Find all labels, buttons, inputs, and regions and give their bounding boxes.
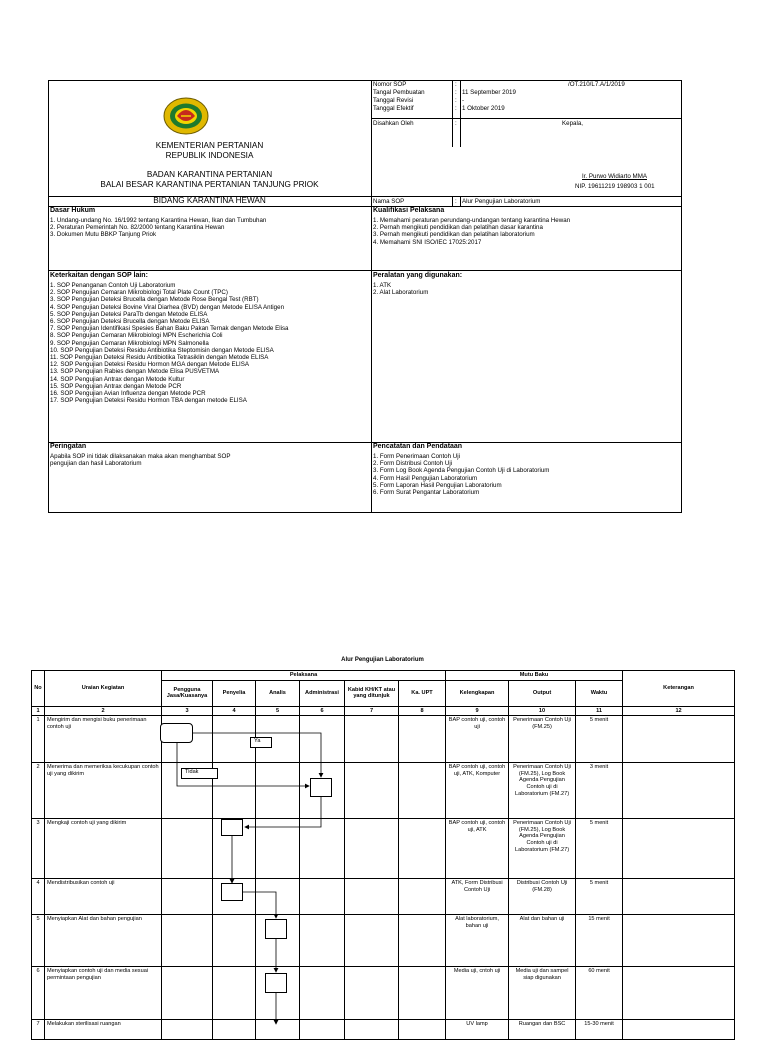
header-pelaksana: Pelaksana (162, 671, 446, 681)
header-kabid: Kabid KH/KT atau yang ditunjuk (345, 680, 399, 706)
dasar-hukum-item: 2. Peraturan Pemerintah No. 82/2000 tentang Karantina Hewan (50, 224, 225, 232)
keterkaitan-item: 1. SOP Penanganan Contoh Uji Laboratorium (50, 282, 176, 289)
label-tidak: Tidak (181, 768, 218, 779)
colon: : (455, 105, 457, 112)
row-uraian: Menyiapkan contoh uji dan media sesuai permintaan pengujian (45, 967, 162, 1020)
header-analis: Analis (256, 680, 300, 706)
lane-kaupt (399, 763, 446, 819)
row-uraian: Menerima dan memeriksa kecukupan contoh uji yang dikirim (45, 763, 162, 819)
row-waktu: 5 menit (576, 879, 623, 915)
header-uraian: Uraian Kegiatan (45, 671, 162, 707)
pencatatan-item: 1. Form Penerimaan Contoh Uji (373, 453, 461, 460)
keterkaitan-item: 17. SOP Pengujian Deteksi Residu Hormon TBA dengan metode ELISA (50, 397, 247, 405)
kualifikasi-list (373, 217, 570, 246)
row-output: Ruangan dan BSC (509, 1020, 576, 1040)
lane-penyelia (213, 819, 256, 879)
lane-kabid (345, 819, 399, 879)
column-number: 2 (45, 706, 162, 716)
lane-analis (256, 1020, 300, 1040)
row-kelengkapan: BAP contoh uji, contoh uji, ATK, Komputer (446, 763, 509, 819)
column-number-row (32, 706, 735, 716)
meta-kepala: Kepala, (562, 120, 583, 127)
row-kelengkapan: BAP contoh uji, contoh uji (446, 716, 509, 763)
row-keterangan (623, 915, 735, 967)
header-output: Output (509, 680, 576, 706)
column-number: 10 (509, 706, 576, 716)
lane-kabid (345, 915, 399, 967)
row-kelengkapan: Media uji, cntoh uji (446, 967, 509, 1020)
lane-analis (256, 915, 300, 967)
dasar-hukum-item: 3. Dokumen Mutu BBKP Tanjung Priok (50, 231, 157, 239)
row-output: Penerimaan Contoh Uji (FM.25), Log Book Agenda Pengujian Contoh uji di Laboratorium (FM.27) (509, 763, 576, 819)
meta-nomor-label: Nomor SOP (373, 81, 407, 88)
row-waktu: 15-30 menit (576, 1020, 623, 1040)
meta-pembuatan-label: Tangal Pembuatan (373, 89, 425, 96)
lane-penyelia (213, 763, 256, 819)
ministry-logo-icon (163, 96, 209, 136)
lane-kabid (345, 1020, 399, 1040)
table-row (32, 915, 735, 967)
row-kelengkapan: BAP contoh uji, contoh uji, ATK (446, 819, 509, 879)
label-ya: Ya (250, 737, 272, 748)
keterkaitan-item: 2. SOP Pengujian Cemaran Mikrobiologi Total Plate Count (TPC) (50, 289, 228, 297)
lane-kaupt (399, 967, 446, 1020)
lane-analis (256, 819, 300, 879)
row-kelengkapan: Alat laboratorium, bahan uji (446, 915, 509, 967)
column-number: 11 (576, 706, 623, 716)
lane-kaupt (399, 879, 446, 915)
keterkaitan-item: 6. SOP Pengujian Deteksi Brucella dengan Metode ELISA (50, 318, 210, 326)
row-keterangan (623, 716, 735, 763)
peringatan-line: Apabila SOP ini tidak dilaksanakan maka akan menghambat SOP (50, 453, 231, 460)
row-number: 6 (32, 967, 45, 1020)
pencatatan-item: 4. Form Hasil Pengujian Laboratorium (373, 474, 478, 482)
meta-nomor-value: /OT.210/L7.A/1/2019 (568, 81, 625, 88)
pencatatan-item: 2. Form Distribusi Contoh Uji (373, 460, 453, 468)
column-number: 6 (300, 706, 345, 716)
row-output: Penerimaan Contoh Uji (FM.25), Log Book Agenda Pengujian Contoh uji di Laboratorium (FM.27) (509, 819, 576, 879)
lane-analis (256, 967, 300, 1020)
row-waktu: 5 menit (576, 819, 623, 879)
meta-efektif-value: 1 Oktober 2019 (462, 105, 505, 112)
keterkaitan-item: 9. SOP Pengujian Cemaran Mikrobiologi MPN Salmonella (50, 339, 209, 347)
lane-kaupt (399, 915, 446, 967)
table-row (32, 967, 735, 1020)
keterkaitan-item: 3. SOP Pengujian Deteksi Brucella dengan Metode Rose Bengal Test (RBT) (50, 296, 259, 304)
header-kelengkapan: Kelengkapan (446, 680, 509, 706)
column-number: 5 (256, 706, 300, 716)
lane-administrasi (300, 879, 345, 915)
lane-administrasi (300, 716, 345, 763)
row-number: 3 (32, 819, 45, 879)
header-no: No (32, 671, 45, 707)
keterkaitan-item: 11. SOP Pengujian Deteksi Residu Antibiotika Tetrasiklin dengan Metode ELISA (50, 354, 269, 362)
column-number: 8 (399, 706, 446, 716)
meta-nama-sop-value: Alur Pengujian Laboratorium (462, 198, 541, 205)
lane-kaupt (399, 716, 446, 763)
column-number: 4 (213, 706, 256, 716)
lane-kaupt (399, 819, 446, 879)
lane-penyelia (213, 967, 256, 1020)
lane-administrasi (300, 967, 345, 1020)
keterkaitan-list (50, 282, 289, 404)
keterkaitan-item: 5. SOP Pengujian Deteksi ParaTb dengan Metode ELISA (50, 310, 208, 318)
lane-analis (256, 716, 300, 763)
lane-administrasi (300, 819, 345, 879)
meta-efektif-label: Tanggal Efektif (373, 105, 414, 112)
pencatatan-item: 6. Form Surat Pengantar Laboratorium (373, 489, 480, 497)
pencatatan-list (373, 453, 549, 496)
peralatan-list (373, 282, 428, 296)
column-number: 7 (345, 706, 399, 716)
signer-nip: NIP. 19611219 198903 1 001 (575, 183, 655, 190)
lane-kabid (345, 763, 399, 819)
republic-name: REPUBLIK INDONESIA (165, 151, 254, 160)
row-output: Media uji dan sampel siap digunakan (509, 967, 576, 1020)
row-waktu: 60 menit (576, 967, 623, 1020)
keterkaitan-item: 15. SOP Pengujian Antrax dengan Metode PCR (50, 382, 182, 390)
row-keterangan (623, 763, 735, 819)
row-kelengkapan: UV lamp (446, 1020, 509, 1040)
header-pengguna: Pengguna Jasa/Kuasanya (162, 680, 213, 706)
header-mutu-baku: Mutu Baku (446, 671, 623, 681)
flow-table (31, 670, 735, 1040)
kualifikasi-title: Kualifikasi Pelaksana (373, 207, 445, 214)
lane-penyelia (213, 879, 256, 915)
lane-penyelia (213, 1020, 256, 1040)
peralatan-item: 2. Alat Laboratorium (373, 289, 429, 297)
meta-disahkan-label: Disahkan Oleh (373, 120, 414, 127)
lane-penyelia (213, 716, 256, 763)
kualifikasi-item: 3. Pernah mengikuti pendidikan dan pelatihan laboratorium (373, 231, 535, 239)
lane-pengguna (162, 915, 213, 967)
dasar-hukum-list (50, 217, 266, 239)
row-number: 7 (32, 1020, 45, 1040)
lane-pengguna (162, 819, 213, 879)
lane-kabid (345, 879, 399, 915)
sop-sheet (48, 80, 682, 513)
lane-analis (256, 879, 300, 915)
row-waktu: 5 menit (576, 716, 623, 763)
header-kaupt: Ka. UPT (399, 680, 446, 706)
lane-administrasi (300, 763, 345, 819)
header-penyelia: Penyelia (213, 680, 256, 706)
row-output: Penerimaan Contoh Uji (FM.25) (509, 716, 576, 763)
meta-revisi-value: - (462, 97, 465, 104)
row-uraian: Mendistribusikan contoh uji (45, 879, 162, 915)
header-keterangan: Keterangan (623, 671, 735, 707)
row-keterangan (623, 819, 735, 879)
lane-pengguna (162, 1020, 213, 1040)
keterkaitan-item: 16. SOP Pengujian Avian Influenza dengan Metode PCR (50, 390, 206, 398)
row-waktu: 3 menit (576, 763, 623, 819)
row-kelengkapan: ATK, Form Distribusi Contoh Uji (446, 879, 509, 915)
lane-penyelia (213, 915, 256, 967)
peringatan-line: pengujian dan hasil Laboratorium (50, 460, 142, 467)
column-number: 9 (446, 706, 509, 716)
row-keterangan (623, 879, 735, 915)
meta-nama-sop-label: Nama SOP (373, 198, 405, 205)
lane-pengguna (162, 763, 213, 819)
lane-pengguna (162, 716, 213, 763)
lane-administrasi (300, 915, 345, 967)
column-number: 3 (162, 706, 213, 716)
row-output: Distribusi Contoh Uji (FM.28) (509, 879, 576, 915)
lane-kabid (345, 716, 399, 763)
keterkaitan-item: 7. SOP Pengujian Identifikasi Spesies Bahan Baku Pakan Ternak dengan Metode Elisa (50, 325, 289, 333)
keterkaitan-item: 14. SOP Pengujian Antrax dengan Metode Kultur (50, 375, 185, 383)
row-uraian: Menyiapkan Alat dan bahan pengujian (45, 915, 162, 967)
kualifikasi-item: 2. Pernah mengikuti pendidikan dan pelatihan dasar karantina (373, 224, 543, 232)
lane-analis (256, 763, 300, 819)
keterkaitan-item: 8. SOP Pengujian Cemaran Mikrobiologi MPN Escherichia Coli (50, 332, 223, 340)
keterkaitan-item: 4. SOP Pengujian Deteksi Bovine Viral Diarhea (BVD) dengan Metode ELISA Antigen (50, 303, 285, 311)
keterkaitan-item: 10. SOP Pengujian Deteksi Residu Antibiotika Steptomisin dengan Metode ELISA (50, 346, 274, 354)
meta-pembuatan-value: 11 September 2019 (462, 89, 516, 96)
colon: : (455, 89, 457, 96)
lane-kabid (345, 967, 399, 1020)
dasar-hukum-item: 1. Undang-undang No. 16/1992 tentang Karantina Hewan, Ikan dan Tumbuhan (50, 217, 267, 224)
keterkaitan-item: 12. SOP Pengujian Deteksi Residu Hormon MGA dengan Metode ELISA (50, 361, 250, 369)
peralatan-item: 1. ATK (373, 282, 392, 289)
row-number: 2 (32, 763, 45, 819)
ministry-name: KEMENTERIAN PERTANIAN (155, 141, 264, 150)
row-number: 4 (32, 879, 45, 915)
division-name: BIDANG KARANTINA HEWAN (153, 196, 266, 205)
header-waktu: Waktu (576, 680, 623, 706)
row-number: 1 (32, 716, 45, 763)
header-administrasi: Administrasi (300, 680, 345, 706)
row-uraian: Mengkaji contoh uji yang dikirim (45, 819, 162, 879)
lane-pengguna (162, 967, 213, 1020)
peringatan-title: Peringatan (50, 443, 87, 450)
signer-name: Ir. Purwo Widiarto MMA (582, 173, 647, 180)
agency-name: BADAN KARANTINA PERTANIAN (146, 170, 273, 179)
dasar-hukum-title: Dasar Hukum (50, 207, 96, 214)
pencatatan-item: 5. Form Laporan Hasil Pengujian Laboratorium (373, 481, 502, 489)
colon: : (455, 120, 457, 127)
table-row (32, 819, 735, 879)
lane-kaupt (399, 1020, 446, 1040)
row-uraian: Mengirim dan mengisi buku penerimaan contoh uji (45, 716, 162, 763)
table-row (32, 879, 735, 915)
keterkaitan-item: 13. SOP Pengujian Rabies dengan Metode Elisa PUSVETMA (50, 368, 220, 376)
row-waktu: 15 menit (576, 915, 623, 967)
kualifikasi-item: 1. Memahami peraturan perundang-undangan tentang karantina Hewan (373, 217, 571, 224)
row-uraian: Melakukan sterilisasi ruangan (45, 1020, 162, 1040)
row-output: Alat dan bahan uji (509, 915, 576, 967)
lane-pengguna (162, 879, 213, 915)
table-row (32, 716, 735, 763)
table-row (32, 1020, 735, 1040)
kualifikasi-item: 4. Memahami SNI ISO/IEC 17025:2017 (373, 238, 482, 246)
flow-title: Alur Pengujian Laboratorium (341, 657, 424, 663)
table-row (32, 763, 735, 819)
column-number: 12 (623, 706, 735, 716)
column-number: 1 (32, 706, 45, 716)
meta-revisi-label: Tanggal Revisi (373, 97, 414, 104)
colon: : (455, 97, 457, 104)
office-name: BALAI BESAR KARANTINA PERTANIAN TANJUNG PRIOK (100, 180, 319, 189)
peralatan-title: Peralatan yang digunakan: (373, 272, 463, 279)
lane-administrasi (300, 1020, 345, 1040)
row-keterangan (623, 1020, 735, 1040)
colon: : (455, 198, 457, 205)
keterkaitan-title: Keterkaitan dengan SOP lain: (50, 272, 148, 279)
row-keterangan (623, 967, 735, 1020)
pencatatan-item: 3. Form Log Book Agenda Pengujian Contoh Uji di Laboratorium (373, 467, 550, 475)
row-number: 5 (32, 915, 45, 967)
colon: : (455, 81, 457, 88)
pencatatan-title: Pencatatan dan Pendataan (373, 443, 463, 450)
